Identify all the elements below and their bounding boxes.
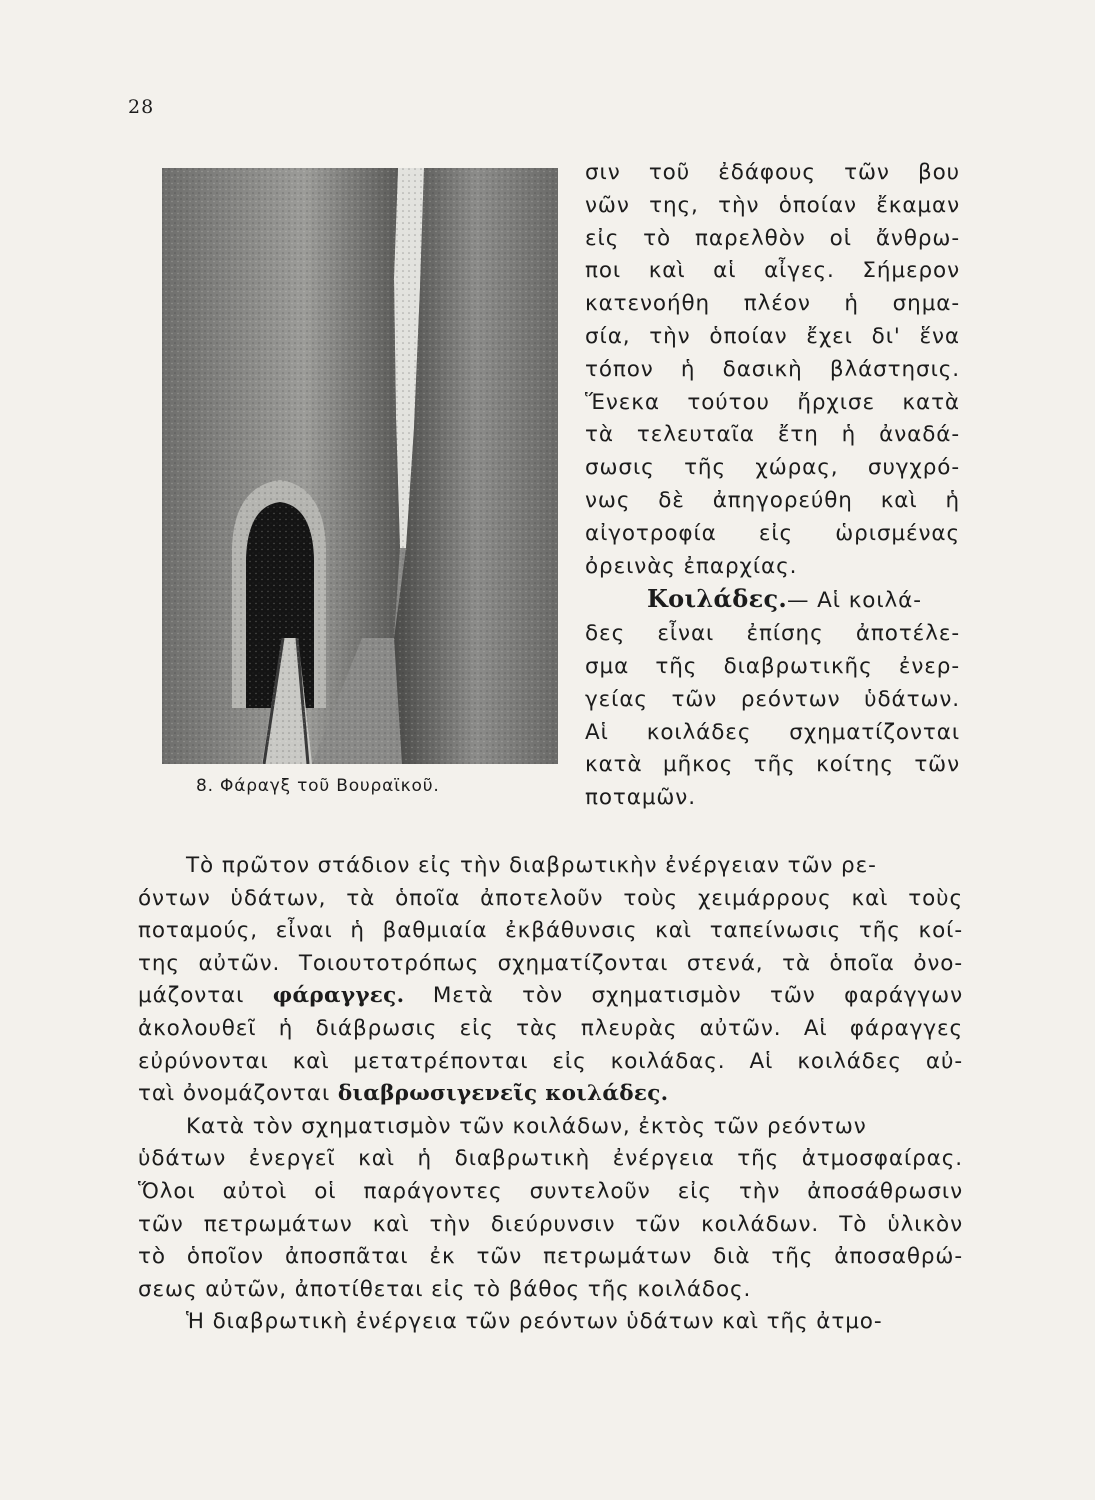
- side-line: κατενοήθη πλέον ἡ σημα-: [585, 291, 960, 317]
- side-line: ποταμῶν.: [585, 785, 696, 811]
- line-text: Μετὰ τὸν σχηματισμὸν τῶν φαράγγων: [432, 983, 963, 1009]
- main-line: της αὐτῶν. Τοιουτοτρόπως σχηματίζονται στενά, τὰ ὁποῖα ὀνο-: [138, 950, 963, 976]
- side-line: ὀρεινὰς ἐπαρχίας.: [585, 553, 798, 579]
- side-line: σωσις τῆς χώρας, συγχρό-: [585, 455, 960, 481]
- gorge-photo: [162, 168, 558, 764]
- line-text: μάζονται: [138, 983, 245, 1009]
- main-line: [138, 1078, 963, 1111]
- side-line: τόπον ἡ δασικὴ βλάστησις.: [585, 356, 960, 382]
- side-heading-line: [585, 583, 960, 618]
- main-line: ὑδάτων ἐνεργεῖ καὶ ἡ διαβρωτικὴ ἐνέργεια τῆς ἀτμοσφαίρας.: [138, 1146, 963, 1172]
- main-line: Ὅλοι αὐτοὶ οἱ παράγοντες συντελοῦν εἰς τὴν ἀποσάθρωσιν: [138, 1178, 963, 1204]
- side-line: δες εἶναι ἐπίσης ἀποτέλε-: [585, 621, 960, 647]
- side-line: νῶν της, τὴν ὁποίαν ἔκαμαν: [585, 192, 960, 218]
- side-text-column: [585, 157, 960, 815]
- figure-caption: 8. Φάραγξ τοῦ Βουραϊκοῦ.: [196, 776, 440, 796]
- photo-grain: [162, 168, 558, 764]
- main-line: Ἡ διαβρωτικὴ ἐνέργεια τῶν ρεόντων ὑδάτων καὶ τῆς ἀτμο-: [186, 1309, 883, 1335]
- bold-term-valleys: διαβρωσιγενεῖς κοιλάδες.: [337, 1081, 669, 1107]
- line-text: ταὶ ὀνομάζονται: [138, 1081, 331, 1107]
- bold-term-faragges: φάραγγες.: [272, 983, 405, 1009]
- side-line: νως δὲ ἀπηγορεύθη καὶ ἡ: [585, 487, 960, 513]
- side-line: ποι καὶ αἱ αἶγες. Σήμερον: [585, 258, 960, 284]
- side-line: τὰ τελευταῖα ἔτη ἡ ἀναδά-: [585, 422, 960, 448]
- page-number: 28: [128, 96, 155, 118]
- main-line: όντων ὑδάτων, τὰ ὁποῖα ἀποτελοῦν τοὺς χειμάρρους καὶ τοὺς: [138, 885, 963, 911]
- side-line: γείας τῶν ρεόντων ὑδάτων.: [585, 686, 960, 712]
- main-line: ἀκολουθεῖ ἡ διάβρωσις εἰς τὰς πλευρὰς αὐτῶν. Αἱ φάραγγες: [138, 1015, 963, 1041]
- section-heading: Κοιλάδες.: [647, 584, 788, 614]
- side-line: Ἕνεκα τούτου ἤρχισε κατὰ: [585, 389, 960, 415]
- main-line: σεως αὐτῶν, ἀποτίθεται εἰς τὸ βάθος τῆς κοιλάδος.: [138, 1276, 752, 1302]
- main-line: ποταμούς, εἶναι ἡ βαθμιαία ἐκβάθυνσις καὶ ταπείνωσις τῆς κοί-: [138, 918, 963, 944]
- side-line: εἰς τὸ παρελθὸν οἱ ἄνθρω-: [585, 225, 960, 251]
- side-line: αἰγοτροφία εἰς ὡρισμένας: [585, 520, 960, 546]
- side-line: κατὰ μῆκος τῆς κοίτης τῶν: [585, 752, 960, 778]
- main-line: Κατὰ τὸν σχηματισμὸν τῶν κοιλάδων, ἐκτὸς τῶν ρεόντων: [186, 1113, 867, 1139]
- heading-rest-text: — Αἱ κοιλά-: [787, 588, 922, 614]
- main-line: τῶν πετρωμάτων καὶ τὴν διεύρυνσιν τῶν κοιλάδων. Τὸ ὑλικὸν: [138, 1211, 963, 1237]
- side-line: Αἱ κοιλάδες σχηματίζονται: [585, 719, 960, 745]
- main-line: [138, 980, 963, 1013]
- main-line: εὐρύνονται καὶ μετατρέπονται εἰς κοιλάδας. Αἱ κοιλάδες αὐ-: [138, 1048, 963, 1074]
- side-line: σιν τοῦ ἐδάφους τῶν βου: [585, 160, 960, 185]
- side-line: σία, τὴν ὁποίαν ἔχει δι' ἕνα: [585, 323, 960, 349]
- main-line: Τὸ πρῶτον στάδιον εἰς τὴν διαβρωτικὴν ἐνέργειαν τῶν ρε-: [186, 853, 877, 878]
- main-text-column: [138, 850, 963, 1339]
- main-line: τὸ ὁποῖον ἀποσπᾶται ἐκ τῶν πετρωμάτων διὰ τῆς ἀποσαθρώ-: [138, 1244, 963, 1270]
- side-line: σμα τῆς διαβρωτικῆς ἐνερ-: [585, 653, 960, 679]
